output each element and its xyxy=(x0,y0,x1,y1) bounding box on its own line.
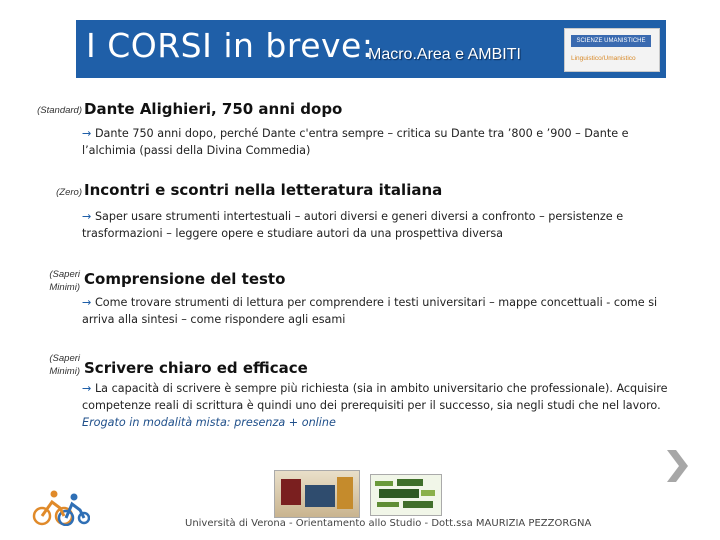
course-title: Scrivere chiaro ed efficace xyxy=(84,359,308,377)
arrow-icon: → xyxy=(82,127,92,140)
arrow-icon: → xyxy=(82,382,92,395)
course-tag-line: Minimi) xyxy=(49,282,80,293)
course-description xyxy=(82,380,672,431)
course-description-text: La capacità di scrivere è sempre più richiesta (sia in ambito universitario che professionale). Acquisire competenze reali di scrittura è quindi uno dei prerequisiti per il successo, sia negli studi che nel lavoro. xyxy=(82,382,668,412)
page-subtitle: Macro.Area e AMBITI xyxy=(368,46,521,63)
course-tag-line: (Saperi xyxy=(49,269,80,280)
badge-top-label: SCIENZE UMANISTICHE xyxy=(576,38,646,44)
page-title: I CORSI in breve: xyxy=(86,26,374,65)
course-description xyxy=(82,125,652,159)
books-image xyxy=(274,470,360,518)
course-description xyxy=(82,294,672,328)
cyclists-logo-icon xyxy=(30,488,90,526)
chevron-right-icon[interactable] xyxy=(664,448,690,484)
course-tag: (Zero) xyxy=(56,187,82,198)
badge-bottom-label: Linguistico/Umanistico xyxy=(571,55,636,62)
area-badge xyxy=(564,28,660,72)
header-banner xyxy=(76,20,666,78)
course-description-text: Come trovare strumenti di lettura per comprendere i testi universitari – mappe concettuali - come si arriva alla sintesi – come rispondere agli esami xyxy=(82,296,658,326)
course-description-text: Saper usare strumenti intertestuali – autori diversi e generi diversi a confronto – persistenze e trasformazioni – leggere opere e studiare autori da una prospettiva diversa xyxy=(82,210,624,240)
course-tag xyxy=(18,352,80,378)
arrow-icon: → xyxy=(82,210,92,223)
word-cloud-image xyxy=(370,474,442,516)
course-description xyxy=(82,208,672,242)
course-tag-line: (Saperi xyxy=(49,353,80,364)
course-title: Dante Alighieri, 750 anni dopo xyxy=(84,100,343,118)
footer-text: Università di Verona - Orientamento allo Studio - Dott.ssa MAURIZIA PEZZORGNA xyxy=(185,518,592,529)
arrow-icon: → xyxy=(82,296,92,309)
course-delivery-note: Erogato in modalità mista: presenza + online xyxy=(82,416,336,429)
course-tag-line: Minimi) xyxy=(49,366,80,377)
course-title: Comprensione del testo xyxy=(84,270,286,288)
course-tag: (Standard) xyxy=(37,105,82,116)
course-description-text: Dante 750 anni dopo, perché Dante c'entra sempre – critica su Dante tra ’800 e ’900 – Dante e l’alchimia (passi della Divina Commedia) xyxy=(82,127,629,157)
course-tag xyxy=(18,268,80,294)
course-title: Incontri e scontri nella letteratura italiana xyxy=(84,181,443,199)
